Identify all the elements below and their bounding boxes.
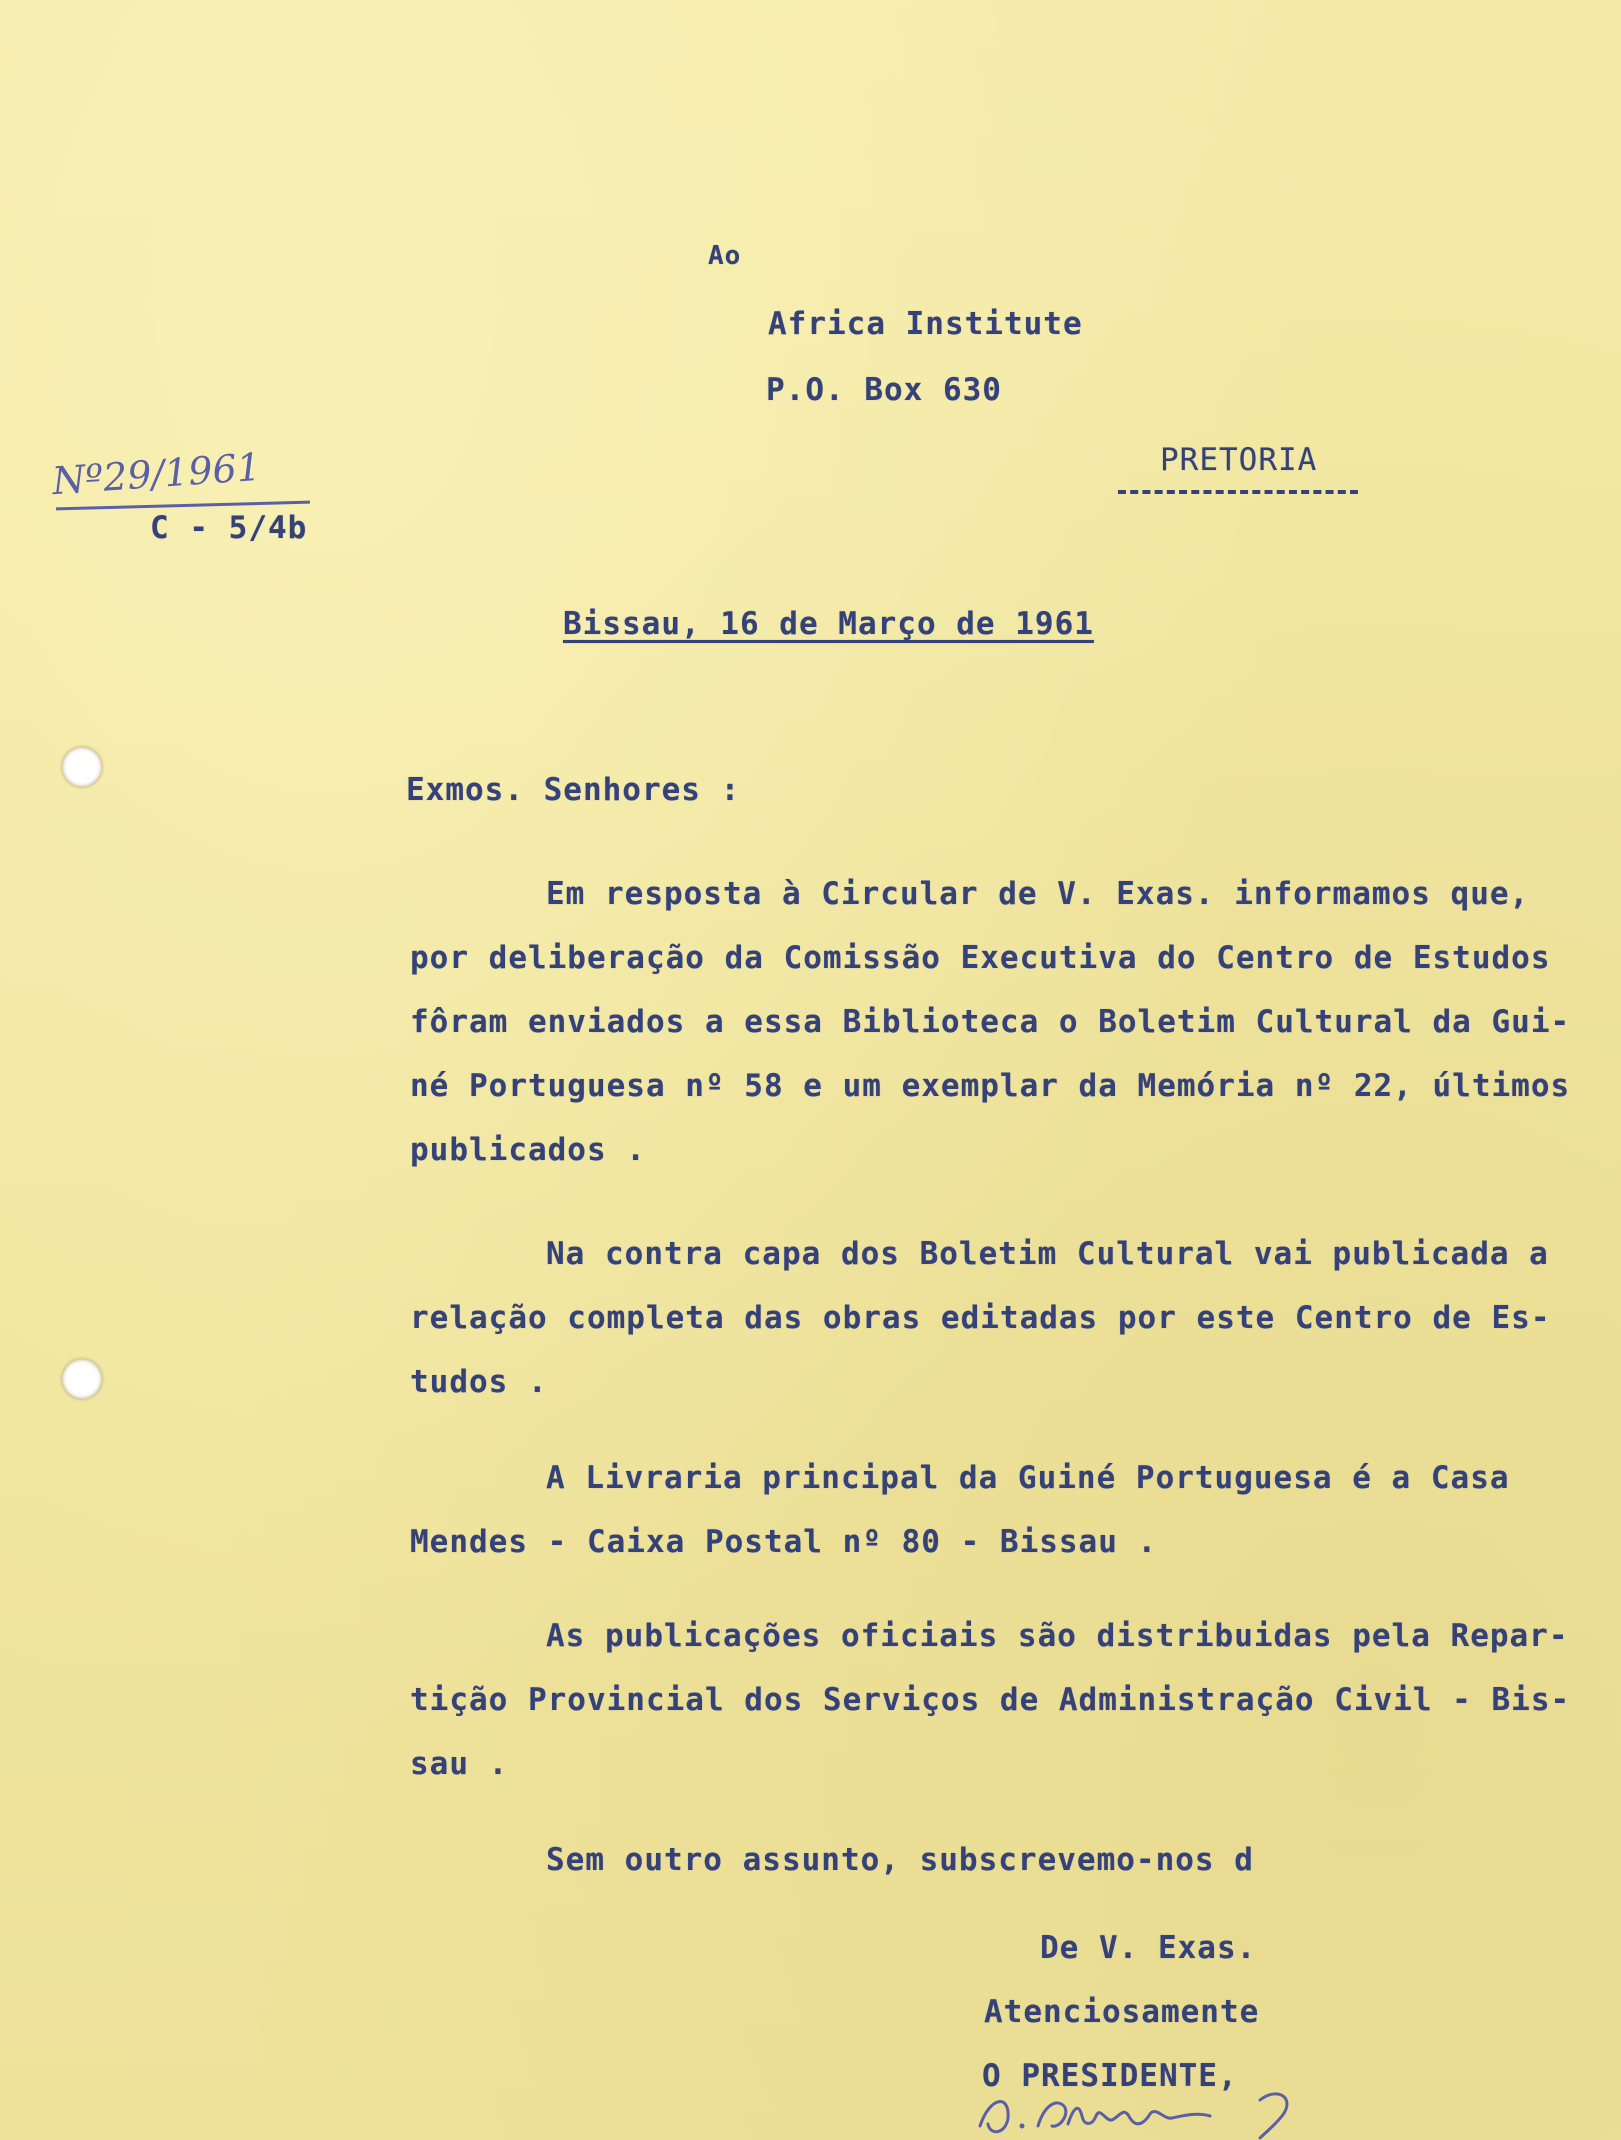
city-underline bbox=[1118, 490, 1358, 494]
punch-hole-bottom bbox=[62, 1359, 102, 1399]
handwritten-signature bbox=[960, 2076, 1320, 2140]
paragraph-3 bbox=[410, 1446, 1580, 1574]
paragraph-line: Na contra capa dos Boletim Cultural vai publicada a bbox=[546, 1236, 1549, 1272]
address-to: Ao bbox=[708, 241, 742, 271]
address-city: PRETORIA bbox=[1160, 442, 1318, 478]
paragraph-line: Mendes - Caixa Postal nº 80 - Bissau . bbox=[410, 1524, 1158, 1560]
paragraph-line: tudos . bbox=[410, 1364, 548, 1400]
paragraph-4 bbox=[410, 1604, 1580, 1796]
address-institution: Africa Institute bbox=[768, 306, 1083, 342]
paragraph-line: As publicações oficiais são distribuidas pela Repar- bbox=[546, 1618, 1569, 1654]
paragraph-line: Sem outro assunto, subscrevemo-nos d bbox=[546, 1842, 1254, 1878]
paragraph-line: A Livraria principal da Guiné Portuguesa é a Casa bbox=[546, 1460, 1510, 1496]
paragraph-2 bbox=[410, 1222, 1580, 1414]
paragraph-line: publicados . bbox=[410, 1132, 646, 1168]
punch-hole-top bbox=[62, 747, 102, 787]
closing-line-2: Atenciosamente bbox=[984, 1994, 1260, 2030]
paragraph-line: por deliberação da Comissão Executiva do Centro de Estudos bbox=[410, 940, 1551, 976]
paragraph-5 bbox=[410, 1828, 1580, 1892]
paragraph-line: tição Provincial dos Serviços de Administração Civil - Bis- bbox=[410, 1682, 1571, 1718]
reference-code: C - 5/4b bbox=[150, 510, 308, 546]
address-po-box: P.O. Box 630 bbox=[766, 372, 1002, 408]
salutation: Exmos. Senhores : bbox=[406, 772, 741, 808]
closing-line-1: De V. Exas. bbox=[1040, 1930, 1257, 1966]
paragraph-1 bbox=[410, 862, 1580, 1182]
paragraph-line: Em resposta à Circular de V. Exas. informamos que, bbox=[546, 876, 1530, 912]
closing-line-3: O PRESIDENTE, bbox=[982, 2058, 1238, 2094]
handwritten-reference-number: Nº29/1961 bbox=[50, 444, 263, 504]
paragraph-line: relação completa das obras editadas por este Centro de Es- bbox=[410, 1300, 1551, 1336]
paragraph-line: fôram enviados a essa Biblioteca o Boletim Cultural da Gui- bbox=[410, 1004, 1571, 1040]
paragraph-line: né Portuguesa nº 58 e um exemplar da Memória nº 22, últimos bbox=[410, 1068, 1571, 1104]
paragraph-line: sau . bbox=[410, 1746, 509, 1782]
letter-date: Bissau, 16 de Março de 1961 bbox=[563, 606, 1094, 642]
